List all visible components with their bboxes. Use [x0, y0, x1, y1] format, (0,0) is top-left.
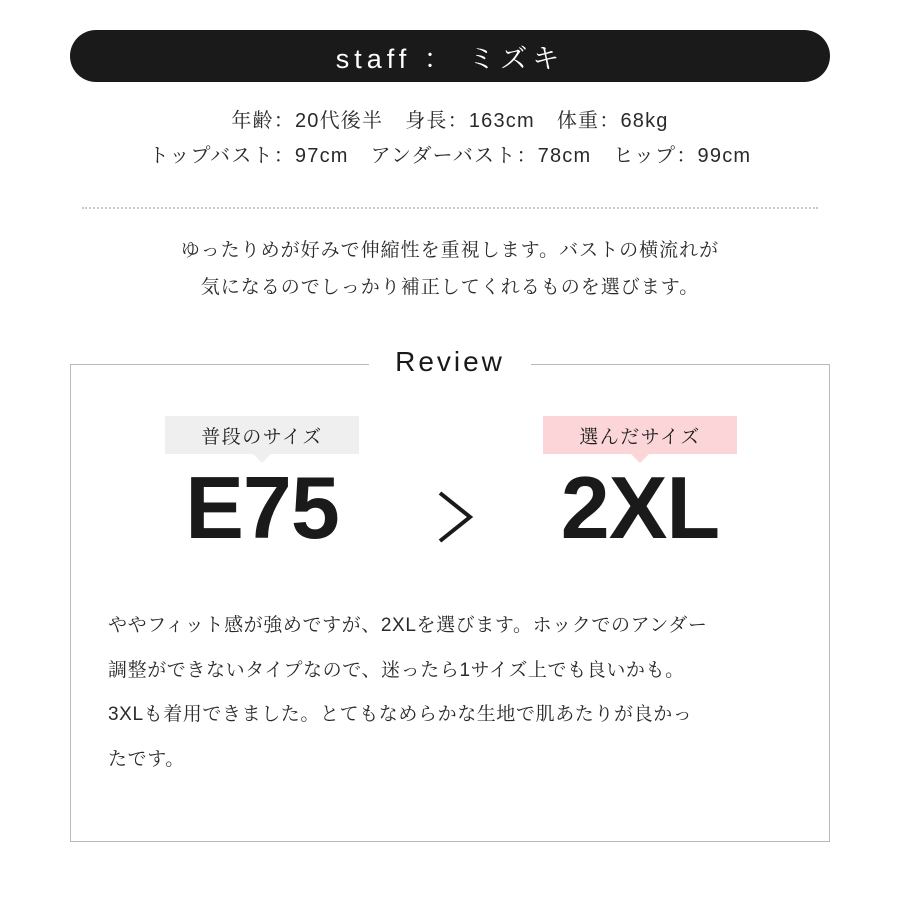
profile-row-1 [0, 104, 900, 139]
profile-top-bust: トップバスト：97cm [148, 145, 349, 167]
chosen-size-tag [543, 416, 737, 454]
profile-hip: ヒップ：99cm [613, 145, 752, 167]
review-body-line: 3XLも着用できました。とてもなめらかな生地で肌あたりが良かっ [108, 704, 693, 726]
chosen-size-value: 2XL [560, 458, 720, 557]
review-title-label: Review [369, 346, 531, 378]
dotted-divider [82, 207, 818, 209]
review-body-line: ややフィット感が強めですが、2XLを選びます。ホックでのアンダー [108, 615, 708, 636]
usual-size-label: 普段のサイズ [201, 426, 323, 448]
profile-age: 年齢：20代後半 [231, 110, 384, 132]
review-body [108, 604, 798, 783]
review-body-line: たです。 [108, 748, 185, 770]
comment-line-1: ゆったりめが好みで伸縮性を重視します。バストの横流れが [180, 240, 720, 261]
chosen-size-label: 選んだサイズ [579, 426, 701, 448]
staff-name-label: staff ： ミズキ [335, 43, 565, 74]
staff-comment [0, 232, 900, 306]
comment-line-2: 気になるのでしっかり補正してくれるものを選びます。 [200, 277, 700, 299]
profile-height: 身長：163cm [405, 110, 535, 132]
usual-size-tag [165, 416, 359, 454]
profile-weight: 体重：68kg [556, 110, 669, 132]
review-body-line: 調整ができないタイプなので、迷ったら1サイズ上でも良いかも。 [108, 659, 685, 681]
staff-header-bar [70, 30, 830, 82]
profile-under-bust: アンダーバスト：78cm [370, 145, 592, 167]
usual-size-value: E75 [185, 458, 339, 557]
chevron-right-icon [432, 487, 478, 547]
profile-stats [0, 104, 900, 174]
profile-row-2 [0, 139, 900, 174]
